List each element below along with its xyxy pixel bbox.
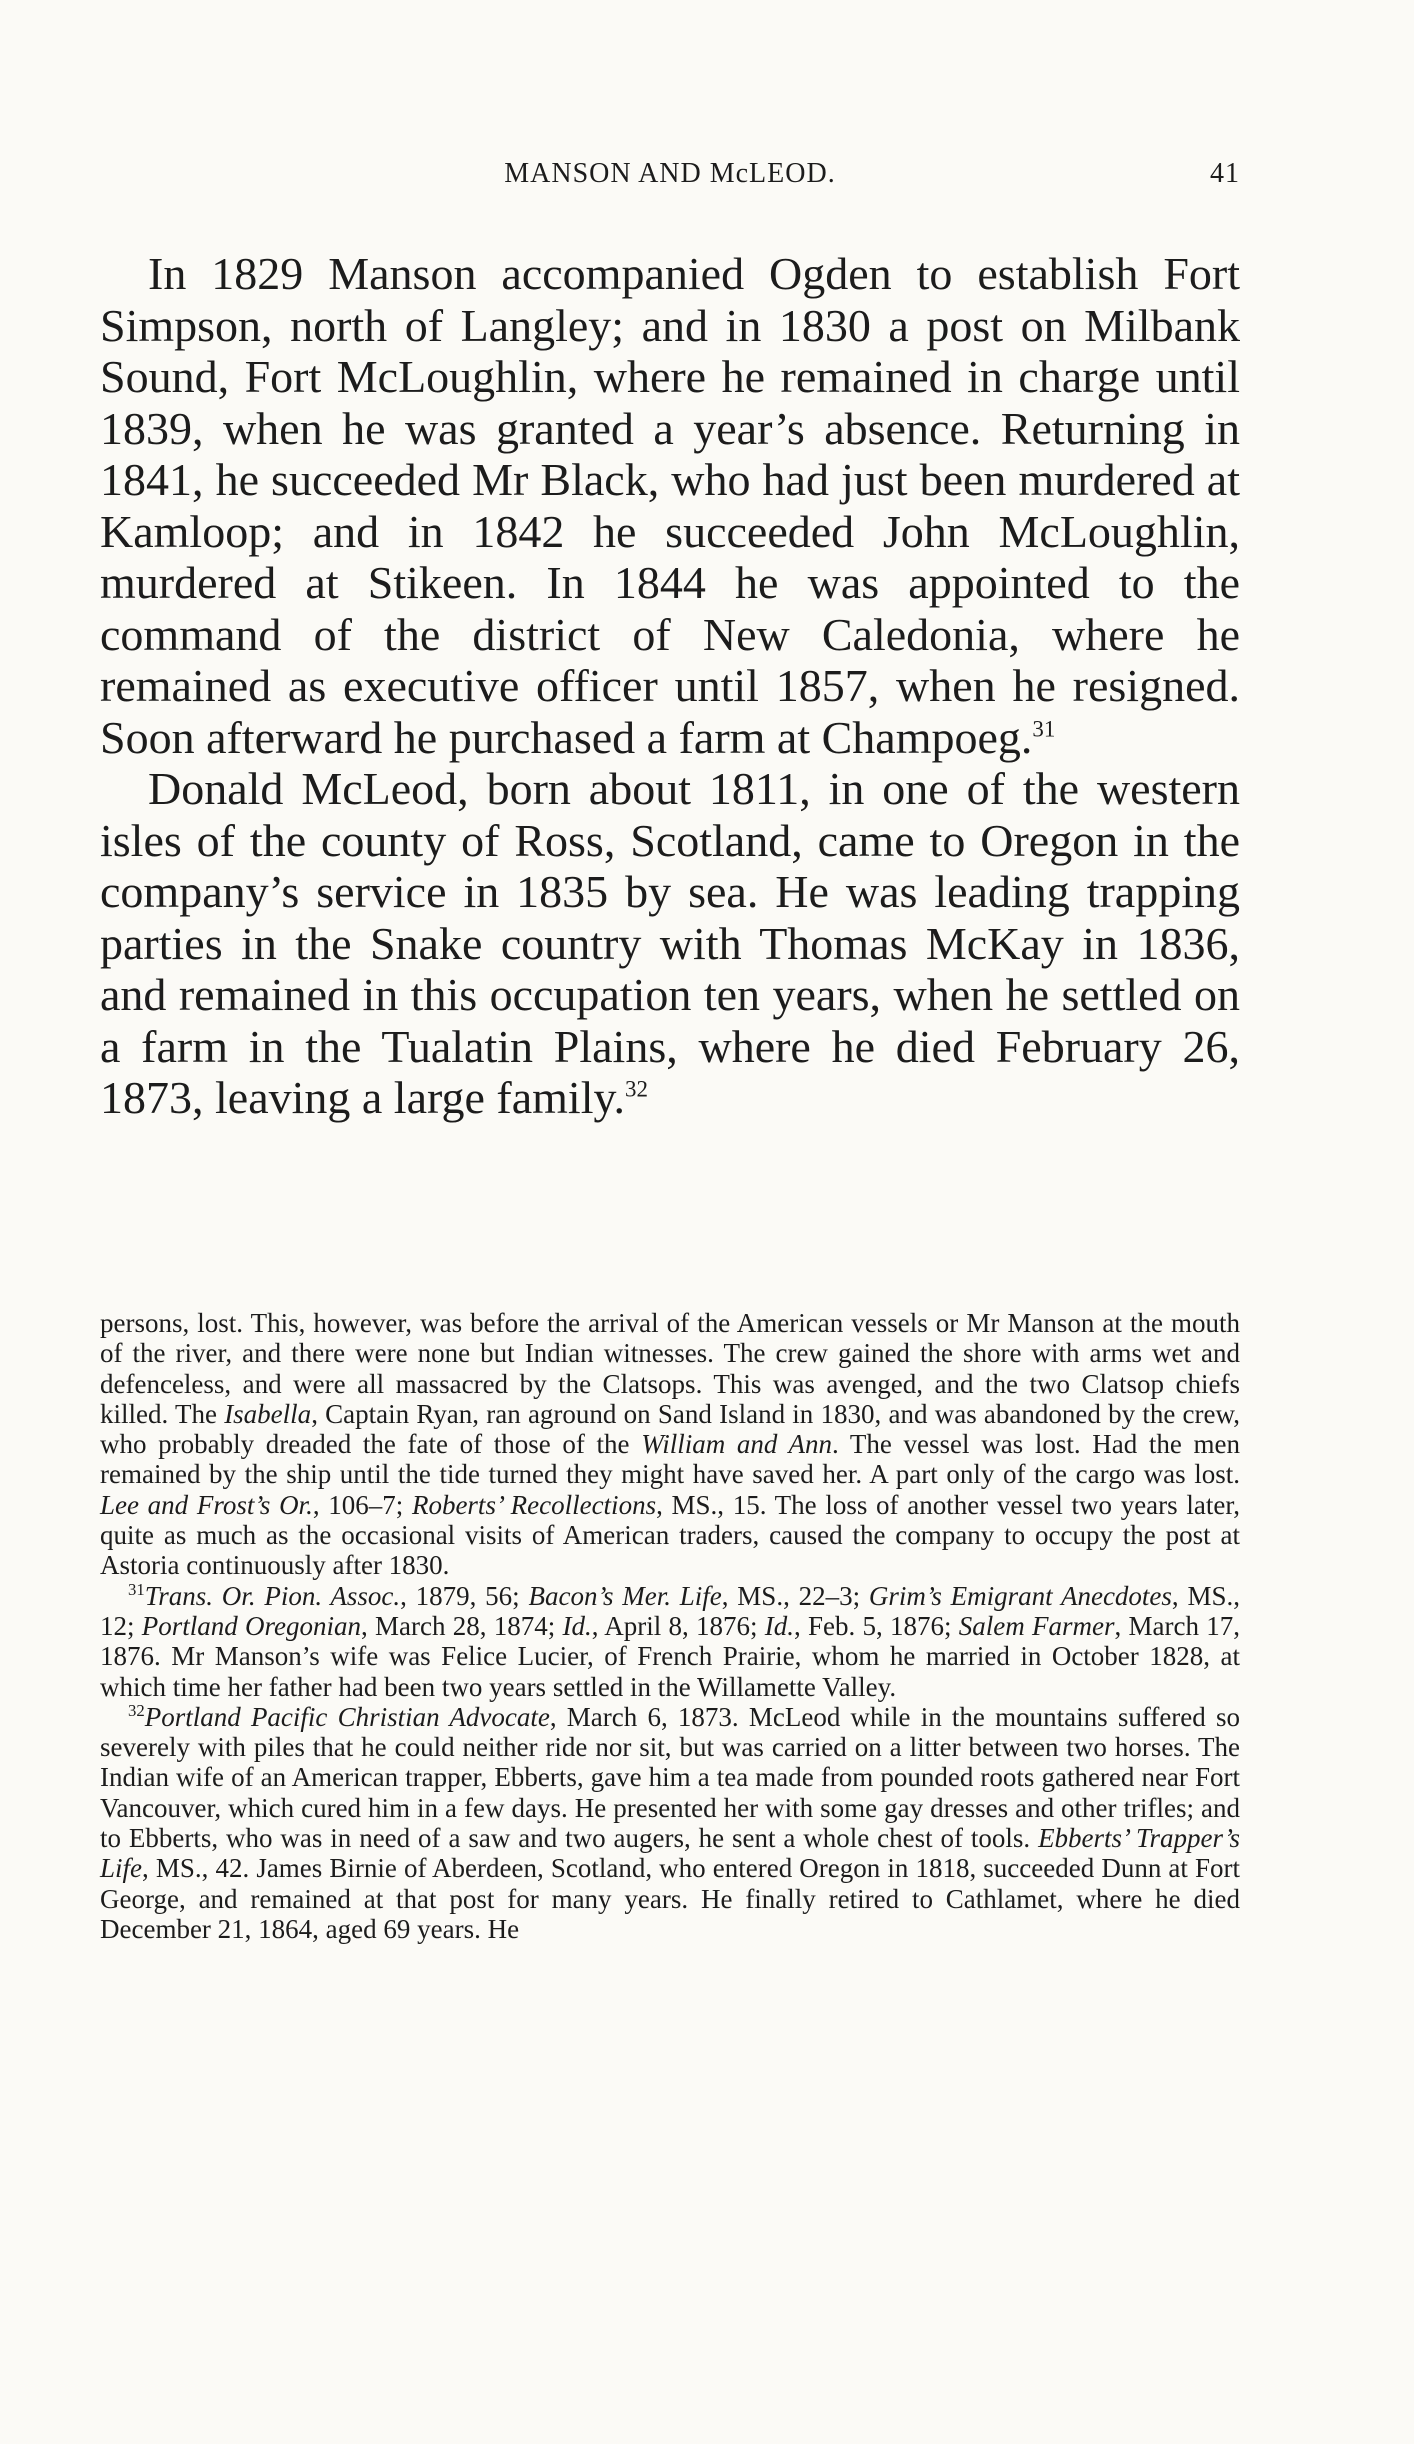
footnote-ref: 31 [1032,716,1056,742]
footnote-ref: 32 [625,1076,649,1102]
footnote-italic: Isabella [224,1398,312,1429]
footnote-31 [100,1581,1240,1702]
footnote-italic: Roberts’ Recollections [411,1489,657,1520]
paragraph-text: Donald McLeod, born about 1811, in one of the western isles of the county of Ross, Scotland, came to Oregon in the company’s service in 1835 by sea. He was leading trapping parties in the Snake country with Thomas McKay in 1836, and remained in this occupation ten years, when he settled on a farm in the Tualatin Plains, where he died February 26, 1873, leaving a large family. [100,763,1240,1123]
footnote-text: , Captain Ryan, ran aground on Sand Island in 1830, and was abandoned by the crew, who probably dreaded the fate of those of the [100,1398,1240,1460]
footnote-text: , MS., 42. James Birnie of Aberdeen, Scotland, who entered Oregon in 1818, succeeded Dunn at Fort George, and remained at that post for many years. He finally retired to Cathlamet, where he died December 21, 1864, aged 69 years. He [100,1853,1240,1944]
paragraph-manson [100,248,1240,763]
footnote-italic: Ebberts’ Trapper’s Life [100,1823,1240,1884]
footnote-text: , MS., 22–3; [721,1580,869,1611]
footnote-text: , Feb. 5, 1876; [794,1610,959,1641]
footnote-italic: Trans. Or. Pion. Assoc. [144,1580,401,1611]
footnote-italic: Id. [764,1610,795,1641]
footnote-text: persons, lost. This, however, was before the arrival of the American vessels or Mr Manson at the mouth of the river, and there were none but Indian witnesses. The crew gained the shore with arms wet and defenceless, and were all massacred by the Clatsops. This was avenged, and the two Clatsop chiefs killed. The [100,1308,1240,1429]
footnote-number: 31 [128,1579,145,1599]
footnote-number: 32 [128,1700,145,1720]
footnote-text: , 1879, 56; [400,1580,529,1611]
footnote-italic: Portland Oregonian [141,1610,362,1641]
footnote-italic: Bacon’s Mer. Life [528,1580,722,1611]
page-header [100,158,1240,198]
paragraph-text: In 1829 Manson accompanied Ogden to establish Fort Simpson, north of Langley; and in 1830 a post on Milbank Sound, Fort McLoughlin, where he remained in charge until 1839, when he was granted a year’s absence. Returning in 1841, he succeeded Mr Black, who had just been murdered at Kamloop; and in 1842 he succeeded John McLoughlin, murdered at Stikeen. In 1844 he was appointed to the command of the district of New Caledonia, where he remained as executive officer until 1857, when he resigned. Soon afterward he purchased a farm at Champoeg. [100,248,1240,763]
footnote-continuation [100,1308,1240,1581]
footnote-text: , April 8, 1876; [591,1610,765,1641]
footnote-text: , March 6, 1873. McLeod while in the mountains suffered so severely with piles that he could neither ride nor sit, but was carried on a litter between two horses. The Indian wife of an American trapper, Ebberts, gave him a tea made from pounded roots gathered near Fort Vancouver, which cured him in a few days. He presented her with some gay dresses and other trifles; and to Ebberts, who was in need of a saw and two augers, he sent a whole chest of tools. [100,1701,1240,1854]
footnote-text: , March 17, 1876. Mr Manson’s wife was Felice Lucier, of French Prairie, whom he married in October 1828, at which time her father had been two years settled in the Willamette Valley. [100,1610,1240,1702]
footnote-italic: Lee and Frost’s Or. [100,1489,313,1520]
footnote-text: , MS., 12; [100,1580,1240,1641]
paragraph-mcleod [100,763,1240,1124]
footnote-italic: Salem Farmer [958,1610,1115,1641]
footnote-italic: Portland Pacific Christian Advocate [144,1701,550,1732]
running-title: MANSON AND McLEOD. [504,158,836,189]
footnote-italic: Grim’s Emigrant Anecdotes [868,1580,1172,1611]
page-number: 41 [1210,158,1240,189]
footnote-32 [100,1702,1240,1944]
footnote-text: , MS., 15. The loss of another vessel two years later, quite as much as the occasional visits of American traders, caused the company to occupy the post at Astoria continuously after 1830. [100,1489,1240,1581]
footnote-text: , March 28, 1874; [361,1610,563,1641]
footnote-text: , 106–7; [312,1489,412,1520]
main-text [100,248,1240,1124]
footnotes [100,1308,1240,1944]
footnote-text: . The vessel was lost. Had the men remained by the ship until the tide turned they might have saved her. A part only of the cargo was lost. [100,1429,1240,1490]
footnote-italic: William and Ann [641,1429,833,1460]
footnote-italic: Id. [562,1610,592,1641]
